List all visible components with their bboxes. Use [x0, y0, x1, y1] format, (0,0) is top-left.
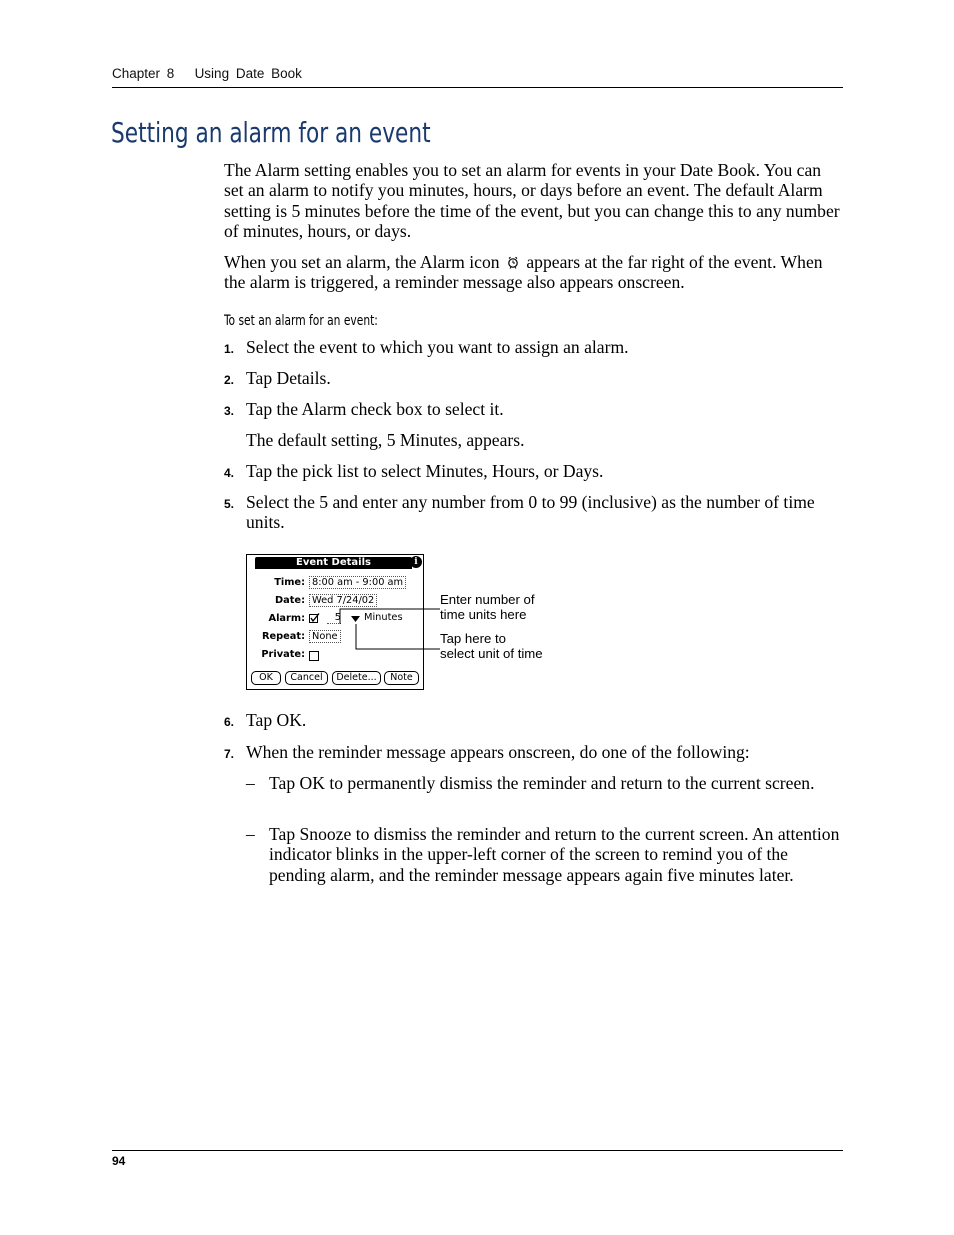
callout-number-text: Enter number of time units here [440, 592, 535, 623]
page-title: Setting an alarm for an event [111, 116, 431, 149]
step-item [224, 710, 844, 730]
ok-button[interactable]: OK [251, 671, 281, 685]
step-number: 7. [224, 747, 235, 761]
step-number: 2. [224, 373, 235, 387]
step-number: 1. [224, 342, 235, 356]
intro-paragraph: The Alarm setting enables you to set an alarm for events in your Date Book. You can set an alarm to notify you minutes, hours, or days before an event. The default Alarm setting is 5 minutes before the time of the event, but you can change this to any number of minutes, hours, or days. [224, 160, 840, 242]
alarm-number-field[interactable]: 5 [327, 612, 341, 624]
step-text: Select the event to which you want to assign an alarm. [246, 337, 629, 357]
bullet-text: Tap Snooze to dismiss the reminder and return to the current screen. An attention indicator blinks in the upper-left corner of the screen to remind you of the pending alarm, and the reminder message appears again five minutes later. [269, 824, 840, 885]
bullet-text: Tap OK to permanently dismiss the reminder and return to the current screen. [269, 773, 815, 793]
date-field[interactable]: Wed 7/24/02 [309, 594, 377, 607]
callout-unit-text: Tap here to select unit of time [440, 631, 543, 662]
info-icon[interactable]: i [410, 556, 422, 568]
step-number: 4. [224, 466, 235, 480]
sub-bullet [246, 824, 844, 885]
cancel-button[interactable]: Cancel [285, 671, 328, 685]
time-field[interactable]: 8:00 am - 9:00 am [309, 576, 406, 589]
time-label: Time: [274, 577, 305, 588]
alarm-para-before: When you set an alarm, the Alarm icon [224, 252, 500, 272]
repeat-label: Repeat: [261, 631, 305, 642]
step-text: Tap OK. [246, 710, 307, 730]
bullet-marker: – [246, 773, 255, 793]
repeat-field[interactable]: None [309, 630, 341, 643]
step-item [224, 742, 844, 762]
alarm-label: Alarm: [268, 613, 305, 624]
step-number: 6. [224, 715, 235, 729]
callout-number [440, 592, 535, 623]
sub-bullet [246, 773, 844, 793]
step-text: Tap Details. [246, 368, 331, 388]
step-number: 3. [224, 404, 235, 418]
step-text: Select the 5 and enter any number from 0 to 99 (inclusive) as the number of time units. [246, 492, 815, 533]
callout-unit [440, 631, 543, 662]
date-label: Date: [275, 595, 305, 606]
chapter-label: Chapter 8 [112, 66, 175, 81]
step-text: The default setting, 5 Minutes, appears. [246, 430, 525, 450]
footer-rule [112, 1150, 843, 1151]
step-text: When the reminder message appears onscreen, do one of the following: [246, 742, 750, 762]
alarm-unit-picker[interactable]: Minutes [364, 612, 403, 623]
step-text: Tap the Alarm check box to select it. [246, 399, 504, 419]
section-label: Using Date Book [194, 66, 302, 81]
procedure-heading: To set an alarm for an event: [224, 313, 378, 329]
note-button[interactable]: Note [384, 671, 419, 685]
step-number: 5. [224, 497, 235, 511]
bullet-marker: – [246, 824, 255, 844]
dialog-title: Event Details [255, 557, 412, 569]
step-text: Tap the pick list to select Minutes, Hours, or Days. [246, 461, 604, 481]
alarm-para-after: appears at the far right of the event. When the alarm is triggered, a reminder message also appears onscreen. [224, 252, 823, 293]
page-number: 94 [112, 1154, 126, 1168]
delete-button[interactable]: Delete... [332, 671, 381, 685]
private-label: Private: [261, 649, 305, 660]
